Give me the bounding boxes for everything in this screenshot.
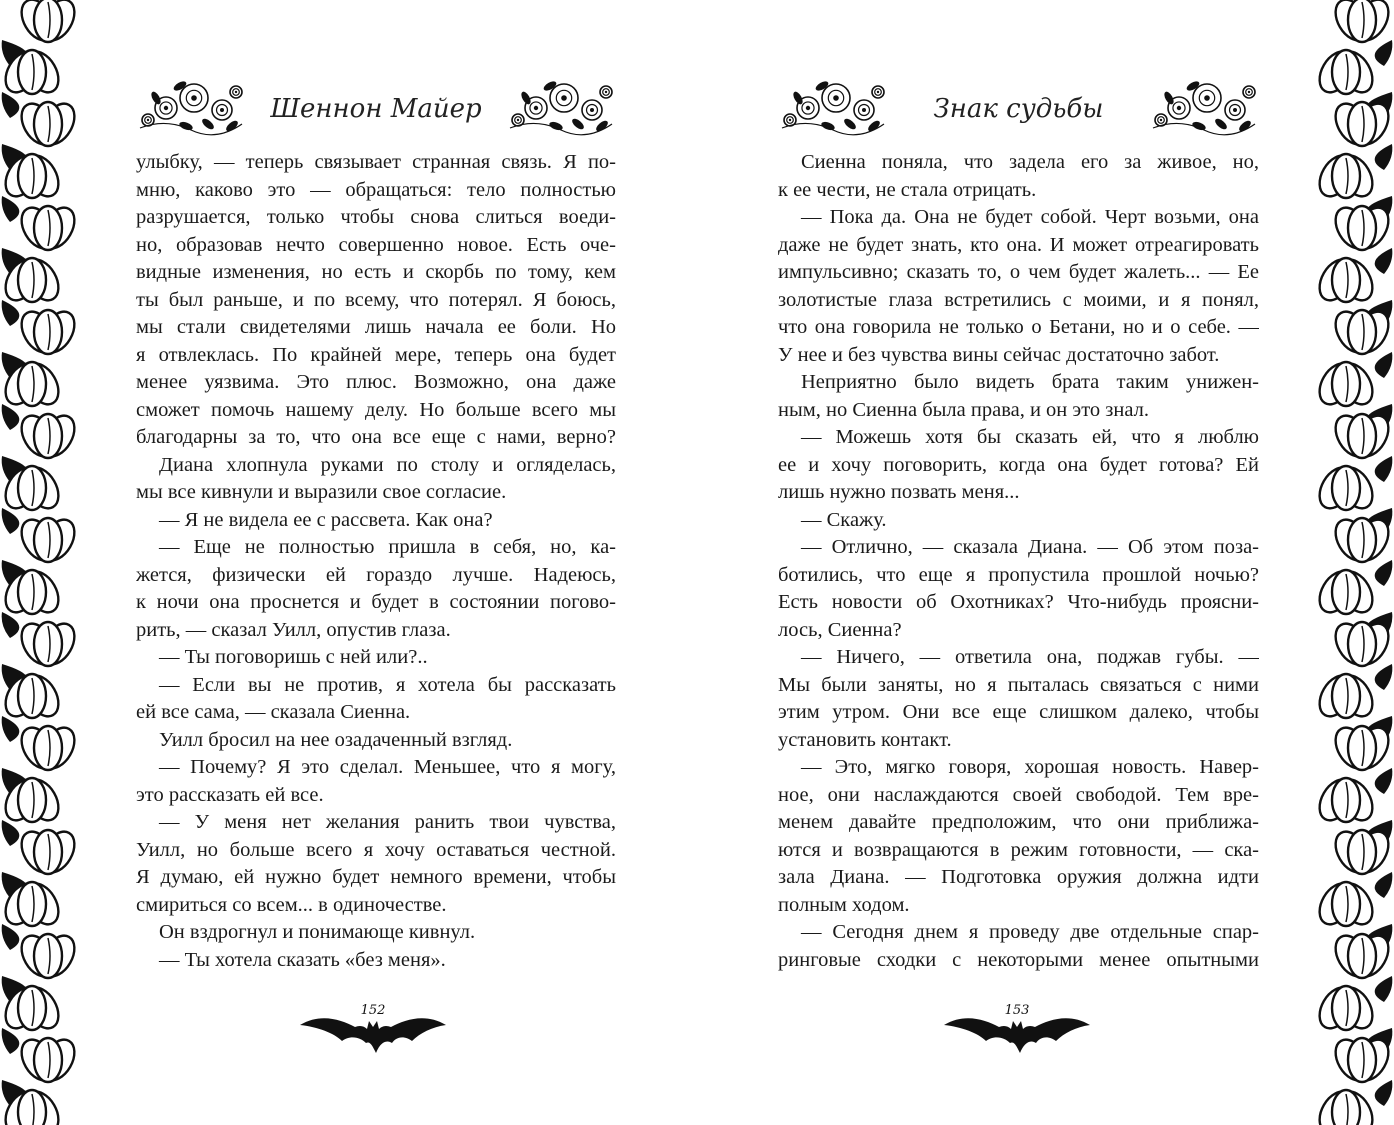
text-line: разрушается, только чтобы снова слиться воеди-	[136, 206, 616, 228]
body-text-right	[778, 149, 1259, 974]
text-line: — Отлично, — сказала Диана. — Об этом поза-	[801, 536, 1259, 558]
text-line: — Сегодня днем я проведу две отдельные спар-	[801, 921, 1259, 943]
page-number-ornament	[300, 1003, 446, 1055]
text-line: к ее чести, не стала отрицать.	[778, 178, 1037, 201]
text-line: лишь нужно позвать меня...	[778, 481, 1020, 503]
page-number: 153	[1004, 1003, 1030, 1018]
text-line: рить, — сказал Уилл, опустив глаза.	[136, 618, 451, 641]
text-line: — Я не видела ее с рассвета. Как она?	[159, 508, 493, 531]
text-line: ботились, что еще я пропустила прошлой ночью?	[778, 563, 1259, 586]
text-line: ное, они наслаждаются своей свободой. Тем вре-	[778, 783, 1259, 806]
text-line: зала Диана. — Подготовка оружия должна идти	[778, 866, 1259, 888]
author-name: Шеннон Майер	[270, 94, 482, 124]
text-line: это рассказать ей все.	[136, 783, 324, 806]
text-line: менее уязвима. Это плюс. Возможно, она даже	[136, 371, 616, 393]
text-line: Он вздрогнул и понимающе кивнул.	[159, 921, 476, 943]
text-line: жется, физически ей гораздо лучше. Надеюсь,	[136, 563, 616, 586]
text-line: импульсивно; сказать то, о чем будет жалеть... — Ее	[778, 261, 1259, 283]
text-line: Есть новости об Охотниках? Что-нибудь проясни-	[778, 591, 1259, 613]
text-line: этим утром. Они все еще слишком далеко, чтобы	[778, 701, 1259, 723]
text-line: мы стали свидетелями лишь начала ее боли. Но	[136, 316, 616, 338]
text-line: золотистые глаза встретились с моими, и я понял,	[778, 288, 1259, 311]
text-line: — Ничего, — ответила она, поджав губы. —	[801, 646, 1259, 668]
left-page	[136, 0, 616, 1125]
text-line: У нее и без чувства вины сейчас достаточно забот.	[778, 343, 1220, 366]
text-line: Я думаю, ей нужно будет немного времени, чтобы	[136, 866, 616, 888]
text-line: полным ходом.	[778, 893, 910, 916]
text-line: — Можешь хотя бы сказать ей, что я люблю	[801, 426, 1259, 448]
text-line: установить контакт.	[778, 728, 952, 751]
text-line: Уилл, но больше всего я хочу оставаться честной.	[136, 838, 616, 861]
text-line: даже не будет знать, кто она. И может отреагировать	[778, 233, 1259, 256]
text-line: ей все сама, — сказала Сиенна.	[136, 701, 411, 723]
text-line: что она говорила не только о Бетани, но и о себе. —	[778, 316, 1259, 338]
right-page	[778, 0, 1259, 1125]
text-line: менем давайте предположим, что они приближа-	[778, 811, 1259, 833]
text-line: — Скажу.	[801, 508, 887, 531]
floral-border-left	[0, 0, 80, 1125]
text-line: — У меня нет желания ранить твои чувства,	[159, 811, 616, 833]
text-line: лось, Сиенна?	[778, 618, 902, 641]
text-line: Диана хлопнула руками по столу и огляделась,	[159, 453, 616, 476]
text-line: сможет помочь нашему делу. Но больше всего мы	[136, 398, 616, 421]
text-line: благодарны за то, что она все еще с нами, верно?	[136, 426, 616, 448]
page-number-ornament	[944, 1003, 1090, 1055]
text-line: ее и хочу поговорить, когда она будет готова? Ей	[778, 453, 1259, 476]
page-number: 152	[360, 1003, 386, 1018]
text-line: ным, но Сиенна была права, и он это знал.	[778, 398, 1149, 421]
text-line: мню, каково это — обращаться: тело полностью	[136, 178, 616, 201]
text-line: Сиенна поняла, что задела его за живое, но,	[801, 151, 1259, 173]
text-line: Мы были заняты, но я пыталась связаться с ними	[778, 673, 1259, 696]
text-line: — Еще не полностью пришла в себя, но, ка-	[159, 536, 616, 558]
running-head-left	[136, 68, 616, 138]
text-line: — Ты поговоришь с ней или?..	[159, 646, 428, 668]
text-line: видные изменения, но есть и скорбь по тому, кем	[136, 261, 616, 283]
running-head-right	[778, 68, 1259, 138]
text-line: — Почему? Я это сделал. Меньшее, что я могу,	[159, 756, 616, 778]
rose-ornament-icon	[506, 68, 616, 138]
text-line: — Если вы не против, я хотела бы рассказать	[159, 673, 616, 696]
text-line: — Это, мягко говоря, хорошая новость. Навер-	[801, 756, 1259, 778]
text-line: Уилл бросил на нее озадаченный взгляд.	[159, 728, 513, 751]
text-line: ринговые сходки с некоторыми менее опытными	[778, 948, 1259, 971]
text-line: — Пока да. Она не будет собой. Черт возьми, она	[801, 206, 1259, 228]
floral-border-right	[1314, 0, 1394, 1125]
text-line: смириться со всем... в одиночестве.	[136, 893, 447, 916]
body-text-left	[136, 149, 616, 974]
text-line: — Ты хотела сказать «без меня».	[159, 948, 446, 971]
text-line: но, образовав нечто совершенно новое. Есть оче-	[136, 233, 616, 256]
text-line: ются и возвращаются в режим готовности, — ска-	[778, 838, 1259, 861]
text-line: ты был раньше, и по всему, что потерял. Я боюсь,	[136, 288, 616, 311]
text-line: Неприятно было видеть брата таким унижен-	[801, 371, 1259, 393]
text-line: улыбку, — теперь связывает странная связь. Я по-	[136, 151, 616, 173]
text-line: мы все кивнули и выразили свое согласие.	[136, 481, 507, 503]
text-line: к ночи она проснется и будет в состоянии погово-	[136, 591, 616, 613]
text-line: я отвлеклась. По крайней мере, теперь она будет	[136, 343, 616, 366]
book-title: Знак судьбы	[933, 94, 1104, 124]
rose-ornament-icon	[1149, 68, 1259, 138]
